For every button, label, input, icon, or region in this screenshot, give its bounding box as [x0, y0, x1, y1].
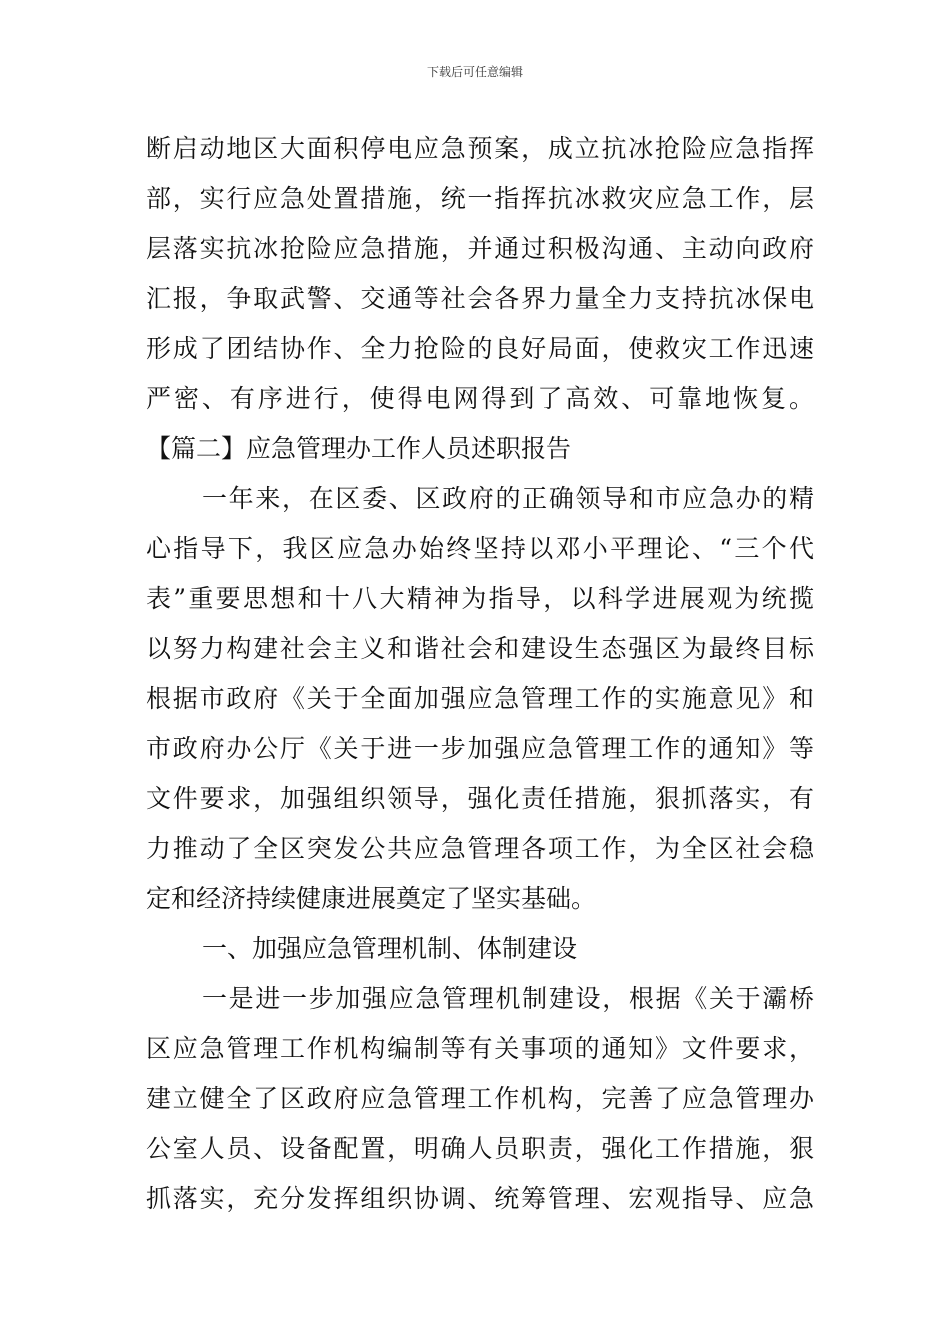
text-line-9: 心指导下，我区应急办始终坚持以邓小平理论、“三个代 [146, 534, 814, 563]
section-heading: 【篇二】应急管理办工作人员述职报告 [146, 434, 572, 463]
text-line-1: 断启动地区大面积停电应急预案，成立抗冰抢险应急指挥 [146, 134, 814, 163]
text-line-13: 市政府办公厅《关于进一步加强应急管理工作的通知》等 [146, 734, 814, 763]
text-line-22: 抓落实，充分发挥组织协调、统筹管理、宏观指导、应急 [146, 1184, 814, 1213]
document-body [146, 124, 814, 1224]
text-line-20: 建立健全了区政府应急管理工作机构，完善了应急管理办 [146, 1084, 814, 1113]
text-line-4: 汇报，争取武警、交通等社会各界力量全力支持抗冰保电 [146, 284, 814, 313]
text-line-8: 一年来，在区委、区政府的正确领导和市应急办的精 [202, 484, 814, 513]
text-line-14: 文件要求，加强组织领导，强化责任措施，狠抓落实，有 [146, 784, 814, 813]
text-line-21: 公室人员、设备配置，明确人员职责，强化工作措施，狠 [146, 1134, 814, 1163]
subheading-1: 一、加强应急管理机制、体制建设 [202, 934, 578, 963]
text-line-15: 力推动了全区突发公共应急管理各项工作，为全区社会稳 [146, 834, 814, 863]
text-line-18: 一是进一步加强应急管理机制建设，根据《关于灞桥 [202, 984, 814, 1013]
text-line-19: 区应急管理工作机构编制等有关事项的通知》文件要求， [146, 1034, 814, 1063]
text-line-6: 严密、有序进行，使得电网得到了高效、可靠地恢复。 [146, 384, 814, 413]
text-line-12: 根据市政府《关于全面加强应急管理工作的实施意见》和 [146, 684, 814, 713]
text-line-16: 定和经济持续健康进展奠定了坚实基础。 [146, 884, 597, 913]
text-line-2: 部，实行应急处置措施，统一指挥抗冰救灾应急工作，层 [146, 184, 814, 213]
text-line-10: 表”重要思想和十八大精神为指导，以科学进展观为统揽 [146, 584, 814, 613]
text-line-3: 层落实抗冰抢险应急措施，并通过积极沟通、主动向政府 [146, 234, 814, 263]
page-header: 下载后可任意编辑 [426, 65, 523, 79]
text-line-11: 以努力构建社会主义和谐社会和建设生态强区为最终目标 [146, 634, 814, 663]
text-line-5: 形成了团结协作、全力抢险的良好局面，使救灾工作迅速 [146, 334, 814, 363]
